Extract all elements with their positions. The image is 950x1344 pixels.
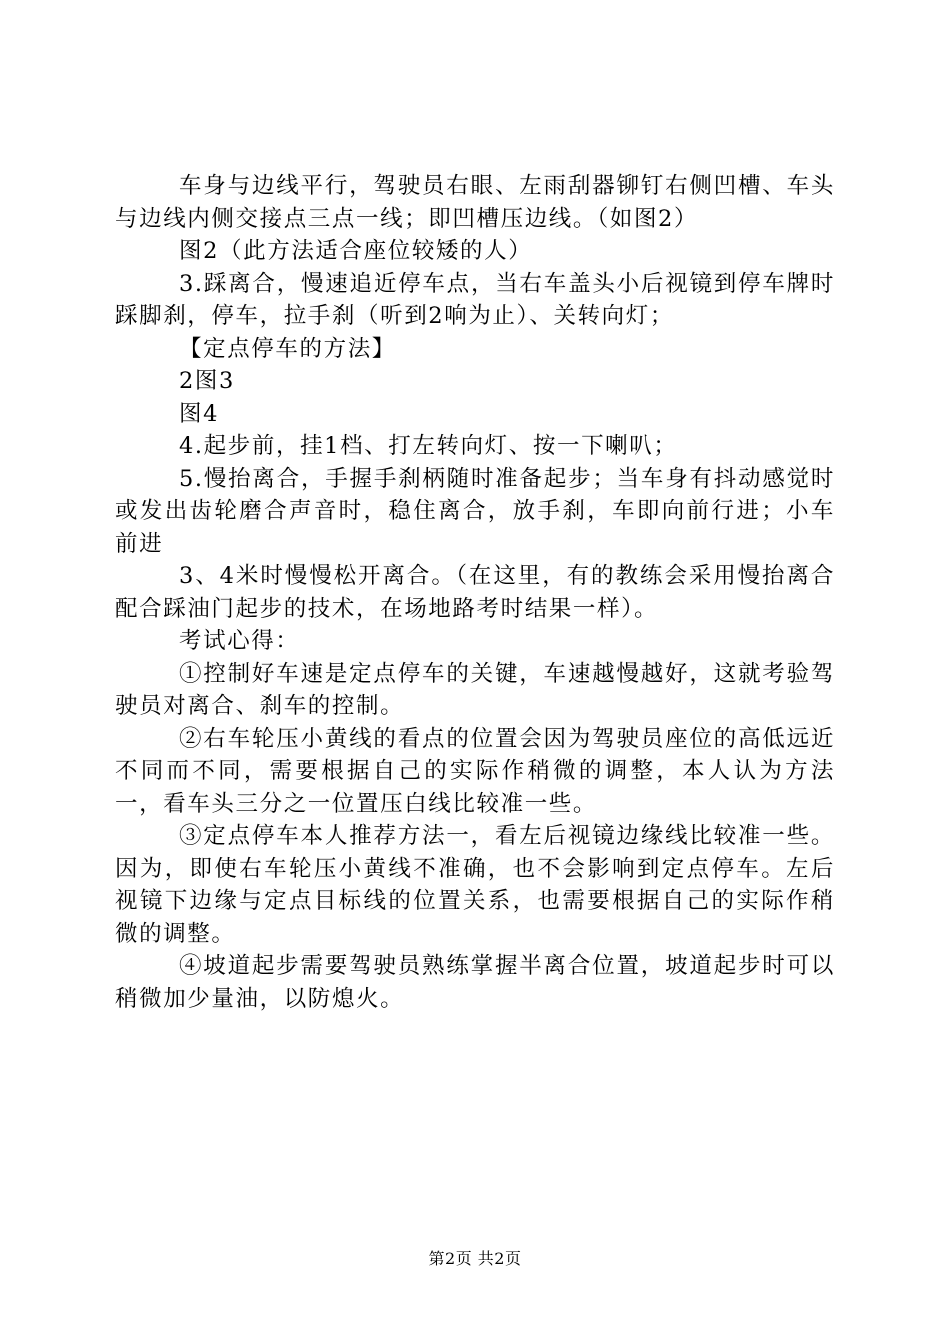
page-footer: 第2页 共2页 [428, 1249, 522, 1268]
step-5-paragraph: 5.慢抬离合，手握手刹柄随时准备起步；当车身有抖动感觉时或发出齿轮磨合声音时，稳住离合，放手刹，车即向前行进；小车前进 [115, 465, 835, 557]
step-5-continuation: 3、4米时慢慢松开离合。（在这里，有的教练会采用慢抬离合配合踩油门起步的技术，在场地路考时结果一样）。 [115, 563, 835, 622]
figure-caption-2: 图2（此方法适合座位较矮的人） [179, 238, 533, 264]
step-3-paragraph: 3.踩离合，慢速追近停车点，当右车盖头小后视镜到停车牌时踩脚刹，停车，拉手刹（听到2响为止）、关转向灯； [115, 270, 835, 329]
tip-4-paragraph: ④坡道起步需要驾驶员熟练掌握半离合位置，坡道起步时可以稍微加少量油，以防熄火。 [115, 953, 835, 1012]
exam-tips-heading: 考试心得： [179, 628, 300, 654]
tip-2-paragraph: ②右车轮压小黄线的看点的位置会因为驾驶员座位的高低远近不同而不同，需要根据自己的实际作稍微的调整，本人认为方法一，看车头三分之一位置压白线比较准一些。 [115, 725, 835, 817]
paragraph-continuation: 车身与边线平行，驾驶员右眼、左雨刮器铆钉右侧凹槽、车头与边线内侧交接点三点一线；即凹槽压边线。（如图2） [115, 173, 835, 232]
document-body [115, 170, 835, 1015]
tip-1-paragraph: ①控制好车速是定点停车的关键，车速越慢越好，这就考验驾驶员对离合、刹车的控制。 [115, 660, 835, 719]
figure-caption-3: 2图3 [179, 368, 235, 394]
figure-caption-4: 图4 [179, 400, 220, 427]
section-heading: 【定点停车的方法】 [179, 335, 396, 362]
step-4-paragraph: 4.起步前，挂1档、打左转向灯、按一下喇叭； [179, 433, 678, 459]
tip-3-paragraph: ③定点停车本人推荐方法一，看左后视镜边缘线比较准一些。因为，即使右车轮压小黄线不准确，也不会影响到定点停车。左后视镜下边缘与定点目标线的位置关系，也需要根据自己的实际作稍微的调整。 [115, 823, 835, 947]
